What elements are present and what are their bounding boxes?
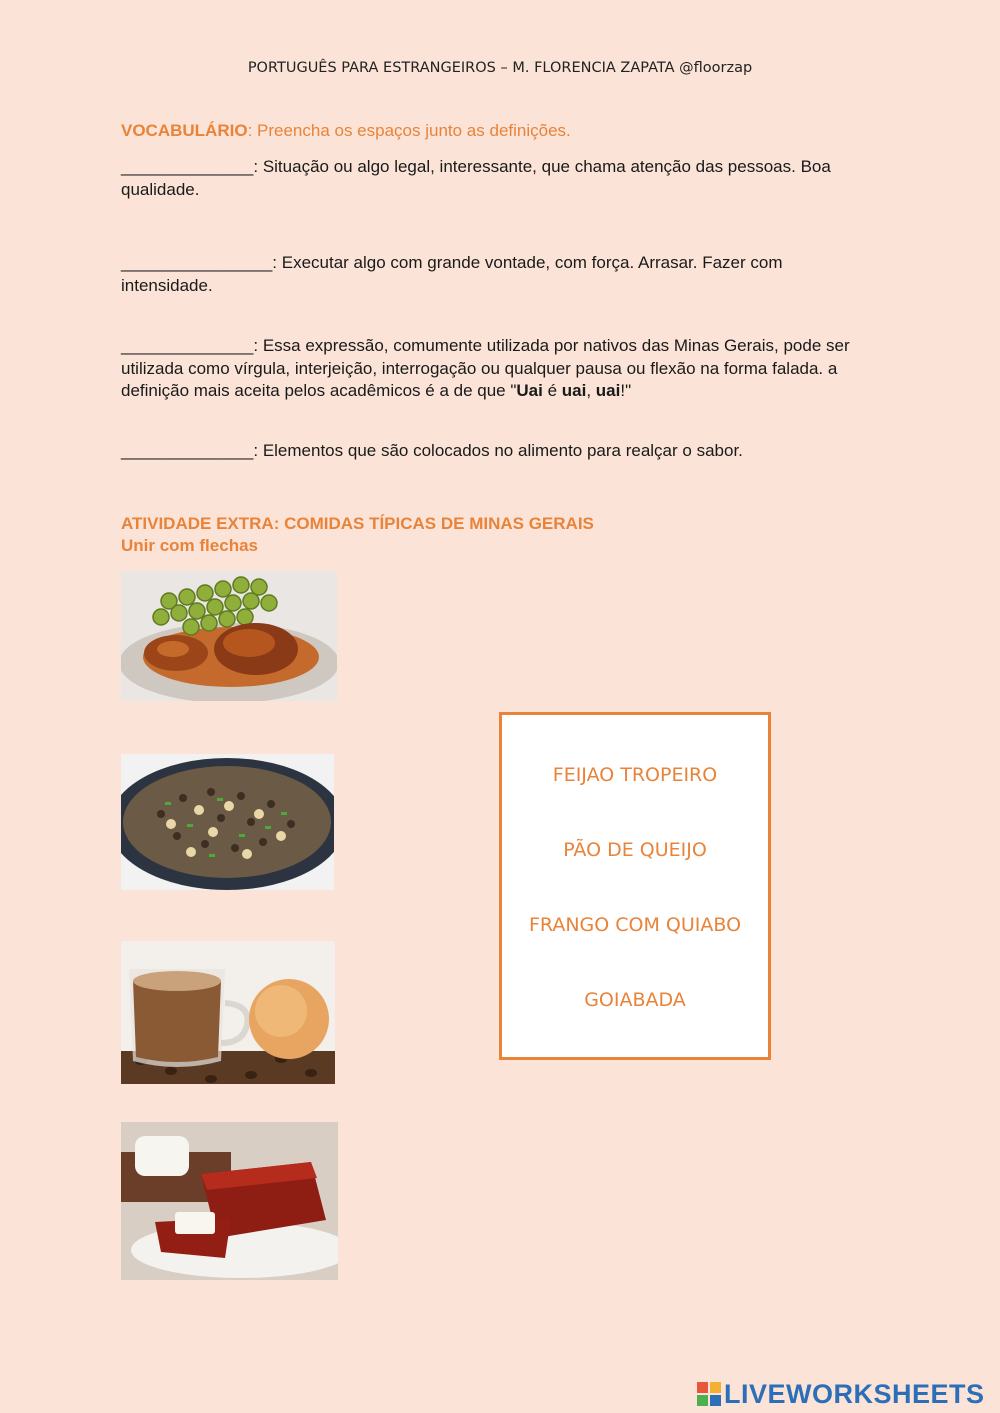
definition-mid-1: é bbox=[542, 381, 562, 400]
extra-activity-title: ATIVIDADE EXTRA: COMIDAS TÍPICAS DE MINAS GERAIS bbox=[121, 514, 594, 533]
uai-bold-3: uai bbox=[595, 381, 621, 400]
definition-text-4: : Elementos que são colocados no alimento para realçar o sabor. bbox=[253, 441, 743, 460]
answer-box bbox=[499, 712, 771, 1060]
definition-blank-4[interactable]: ______________ bbox=[121, 441, 254, 460]
definition-2 bbox=[121, 252, 861, 297]
page-header: PORTUGUÊS PARA ESTRANGEIROS – M. FLORENCIA ZAPATA @floorzap bbox=[247, 60, 753, 76]
definition-1 bbox=[121, 156, 861, 201]
definition-blank-2[interactable]: ________________ bbox=[121, 253, 273, 272]
vocabulary-instruction: : Preencha os espaços junto as definições. bbox=[247, 121, 571, 140]
extra-activity-subtitle: Unir com flechas bbox=[121, 536, 258, 555]
definition-text-1: : Situação ou algo legal, interessante, que chama atenção das pessoas. Boa qualidade. bbox=[121, 157, 831, 199]
food-image-goiabada[interactable] bbox=[121, 1122, 338, 1280]
definition-after: !" bbox=[620, 381, 632, 400]
uai-bold-1: Uai bbox=[516, 381, 543, 400]
extra-activity-heading bbox=[121, 513, 594, 557]
definition-blank-3[interactable]: ______________ bbox=[121, 336, 254, 355]
answer-goiabada[interactable]: GOIABADA bbox=[584, 989, 686, 1011]
definition-mid-2: , bbox=[586, 381, 596, 400]
food-image-feijao-tropeiro[interactable] bbox=[121, 754, 334, 890]
definition-4 bbox=[121, 440, 861, 463]
food-image-frango-com-quiabo[interactable] bbox=[121, 571, 337, 701]
liveworksheets-text: LIVEWORKSHEETS bbox=[724, 1378, 985, 1409]
answer-pao-de-queijo[interactable]: PÃO DE QUEIJO bbox=[563, 839, 707, 861]
answer-frango-com-quiabo[interactable]: FRANGO COM QUIABO bbox=[528, 914, 742, 936]
vocabulary-heading bbox=[121, 121, 571, 141]
liveworksheets-logo bbox=[697, 1378, 985, 1410]
food-image-pao-de-queijo[interactable] bbox=[121, 941, 335, 1084]
definition-text-2: : Executar algo com grande vontade, com força. Arrasar. Fazer com intensidade. bbox=[121, 253, 783, 295]
answer-feijao-tropeiro[interactable]: FEIJAO TROPEIRO bbox=[552, 764, 718, 786]
definition-blank-1[interactable]: ______________ bbox=[121, 157, 254, 176]
definition-text-3: : Essa expressão, comumente utilizada por nativos das Minas Gerais, pode ser utilizada como vírgula, interjeição, interrogação ou qualquer pausa ou flexão na forma falada. a definição mais aceita pelos acadêmicos é a de que " bbox=[121, 336, 850, 400]
uai-bold-2: uai bbox=[561, 381, 587, 400]
vocabulary-label: VOCABULÁRIO bbox=[121, 121, 248, 140]
definition-3 bbox=[121, 335, 861, 403]
liveworksheets-icon bbox=[697, 1382, 721, 1406]
